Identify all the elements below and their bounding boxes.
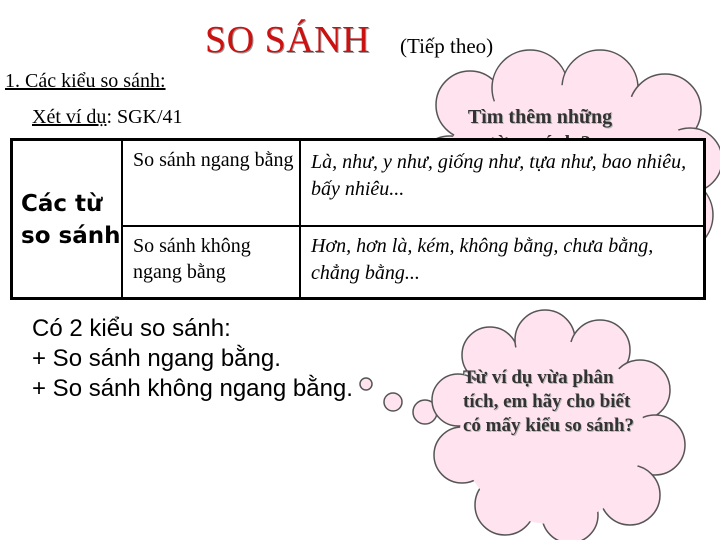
example-source: : SGK/41: [106, 106, 183, 128]
cloud-top-line1: Tìm thêm những: [467, 106, 613, 128]
conclusion-line2: + So sánh ngang bằng.: [32, 345, 281, 372]
conclusion-line1: Có 2 kiểu so sánh:: [32, 315, 231, 342]
cloud-bottom-question: Từ ví dụ vừa phân tích, em hãy cho biết có mấy kiểu so sánh?: [463, 367, 635, 436]
row-equal-type: So sánh ngang bằng: [123, 141, 301, 227]
row-unequal-type: So sánh không ngang bằng: [123, 227, 301, 297]
conclusion-text: [32, 314, 353, 404]
group-label-line1: Các từ: [21, 191, 103, 217]
row-unequal-examples: Hơn, hơn là, kém, không bằng, chưa bằng, chẳng bằng...: [311, 235, 654, 284]
row-equal-examples: Là, như, y như, giống như, tựa như, bao nhiêu, bấy nhiêu...: [301, 141, 703, 227]
conclusion-line3: + So sánh không ngang bằng.: [32, 375, 353, 402]
table-group-label: [13, 141, 123, 297]
example-label: Xét ví dụ: [32, 106, 107, 128]
comparison-table: [10, 138, 706, 300]
page-subtitle: (Tiếp theo): [400, 34, 494, 58]
page-title: SO SÁNH: [205, 19, 371, 61]
group-label-line2: so sánh: [21, 223, 121, 249]
section-heading: 1. Các kiểu so sánh:: [5, 70, 166, 92]
